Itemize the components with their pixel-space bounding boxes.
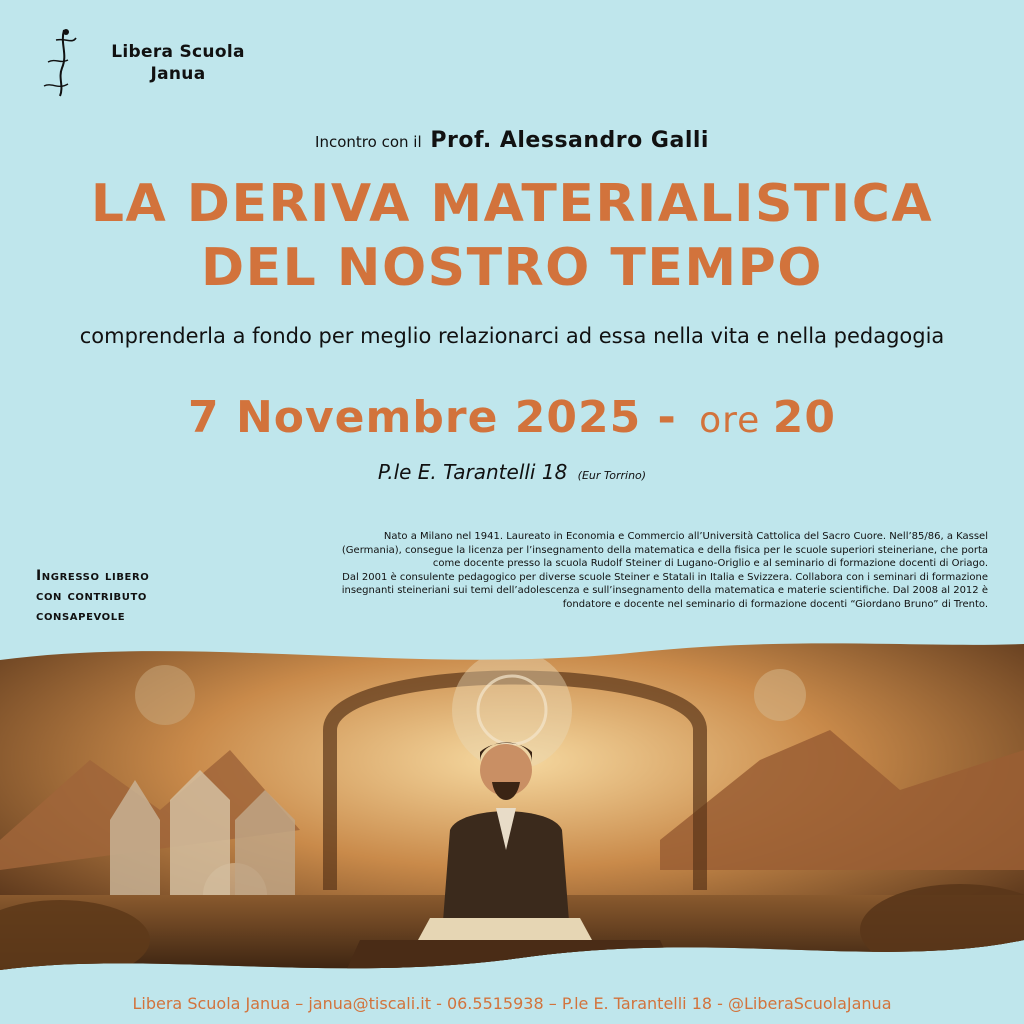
footer-contacts: Libera Scuola Janua – janua@tiscali.it - 06.5515938 – P.le E. Tarantelli 18 - @LiberaScuolaJanua — [132, 994, 892, 1013]
logo-line-1: Libera Scuola — [111, 42, 245, 62]
illustration — [0, 640, 1024, 984]
intro-line — [0, 128, 1024, 153]
entry-note — [36, 566, 216, 626]
speaker-name: Prof. Alessandro Galli — [430, 128, 709, 153]
bio-paragraph-1: Nato a Milano nel 1941. Laureato in Economia e Commercio all’Università Cattolica del Sacro Cuore. Nell’85/86, a Kassel (Germania), consegue la licenza per l’insegnamento della matematica e della fisica per le scuole superiori steineriane, che porta come docente presso la scuola Rudolf Steiner di Lugano-Origlio e al seminario di formazione docenti di Oriago. — [341, 531, 988, 570]
speaker-bio — [328, 530, 988, 612]
event-area: (Eur Torrino) — [577, 469, 647, 482]
bio-paragraph-2: Dal 2001 è consulente pedagogico per diverse scuole Steiner e Statali in Italia e Svizzera. Collabora con i seminari di formazione insegnanti steineriani sui temi dell’adolescenza e sull’insegnamento della matematica e materie scientifiche. Dal 2008 al 2012 è fondatore e docente nel seminario di formazione docenti “Giordano Bruno” di Trento. — [341, 571, 988, 610]
dancing-figure-icon — [38, 24, 88, 100]
intro-prefix: Incontro con il — [315, 133, 422, 151]
entry-line-3: consapevole — [36, 608, 126, 624]
entry-line-2: con contributo — [36, 588, 147, 604]
event-date-line — [0, 392, 1024, 443]
title-line-1: LA DERIVA MATERIALISTICA — [90, 174, 934, 234]
logo — [38, 24, 268, 104]
hour-prefix: ore — [699, 400, 761, 441]
event-hour — [699, 392, 836, 443]
logo-line-2: Janua — [150, 64, 206, 84]
hour-value: 20 — [772, 392, 836, 443]
event-address: P.le E. Tarantelli 18 — [377, 460, 568, 484]
event-place — [0, 460, 1024, 484]
event-title — [0, 172, 1024, 300]
event-date: 7 Novembre 2025 - — [188, 392, 677, 443]
entry-line-1: Ingresso libero — [36, 568, 150, 584]
title-line-2: DEL NOSTRO TEMPO — [201, 238, 823, 298]
event-subtitle: comprenderla a fondo per meglio relazionarci ad essa nella vita e nella pedagogia — [79, 324, 945, 348]
